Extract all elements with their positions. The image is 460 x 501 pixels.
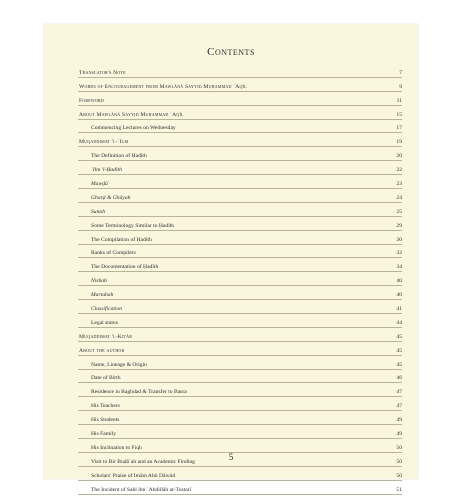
toc-entry-page: 40 [396, 278, 402, 285]
toc-entry-page: 41 [396, 306, 402, 313]
toc-entry [78, 258, 402, 272]
toc-entry-label: Name, Lineage & Origin [91, 361, 147, 368]
toc-entry-page: 45 [396, 347, 402, 354]
toc-entry-label: Legal status [91, 319, 118, 326]
toc-entry-label: Scholars' Praise of Imām Abū Dāwūd [91, 472, 176, 479]
toc-entry [78, 383, 402, 397]
toc-entry-label: His Inclination to Fiqh [91, 444, 142, 451]
toc-entry-label: Mawḍūʿ [91, 181, 110, 188]
toc-entry-label: Date of Birth [91, 375, 121, 382]
toc-entry [78, 272, 402, 286]
page-title: Contents [207, 46, 255, 58]
toc-entry-label: Words of Encouragement from Mawlānā Sayyid Muḥammad ʿAqīl [79, 83, 247, 90]
toc-entry-label: His Family [91, 431, 117, 438]
toc-entry [78, 467, 402, 481]
toc-entry-page: 19 [396, 139, 402, 146]
toc-entry [78, 203, 402, 217]
toc-entry [78, 481, 402, 495]
toc-entry-page: 29 [396, 222, 402, 229]
toc-entry-page: 23 [396, 181, 402, 188]
toc-entry-page: 51 [396, 486, 402, 493]
toc-entry-label: The Incident of Sahl ibn ʿAbdillāh at-Tustarī [91, 486, 192, 493]
toc-entry-label: Classification [91, 306, 123, 313]
toc-entry-page: 17 [396, 125, 402, 132]
toc-entry [78, 92, 402, 106]
toc-entry-page: 11 [396, 97, 402, 104]
toc-entry-page: 47 [396, 403, 402, 410]
toc-entry-page: 24 [396, 194, 402, 201]
toc-entry-page: 9 [399, 83, 402, 90]
toc-entry [78, 106, 402, 120]
toc-entry-label: The Definition of Ḥadīth [91, 153, 147, 160]
toc-entry-page: 45 [396, 361, 402, 368]
toc-entry-label: About Mawlānā Sayyid Muḥammad ʿAqīl [79, 111, 184, 118]
toc-entry-page: 50 [396, 444, 402, 451]
toc-entry-label: The Compilation of Ḥadīth [91, 236, 152, 243]
toc-entry [78, 411, 402, 425]
toc-entry [78, 356, 402, 370]
toc-entry-label: Commencing Lectures on Wednesday [91, 125, 176, 132]
toc-entry-label: Translator's Note [79, 69, 126, 76]
toc-entry-label: Nisbah [91, 278, 107, 285]
toc-entry-label: Martabah [91, 292, 114, 299]
toc-entry [78, 397, 402, 411]
toc-entry-page: 25 [396, 208, 402, 215]
page-number: 5 [228, 452, 234, 462]
toc-entry-label: The Documentation of Ḥadīth [91, 264, 159, 271]
toc-entry-page: 46 [396, 375, 402, 382]
toc-entry [78, 175, 402, 189]
toc-entry-label: Some Terminology Similar to Ḥadīth [91, 222, 175, 229]
table-of-contents [78, 64, 402, 495]
toc-entry [78, 78, 402, 92]
toc-entry-page: 32 [396, 250, 402, 257]
toc-entry-page: 50 [396, 458, 402, 465]
toc-entry [78, 161, 402, 175]
toc-entry [78, 425, 402, 439]
toc-entry-page: 22 [396, 167, 402, 174]
toc-entry [78, 370, 402, 384]
toc-entry-page: 49 [396, 417, 402, 424]
toc-entry [78, 189, 402, 203]
toc-entry-page: 34 [396, 264, 402, 271]
toc-entry-label: Visit to Bir Buḍāʿah and an Academic Finding [91, 458, 195, 465]
toc-entry [78, 64, 402, 78]
toc-entry-page: 20 [396, 153, 402, 160]
toc-entry-label: His Teachers [91, 403, 120, 410]
toc-entry-page: 44 [396, 319, 402, 326]
toc-entry [78, 328, 402, 342]
toc-entry-page: 50 [396, 472, 402, 479]
toc-entry [78, 133, 402, 147]
toc-entry [78, 314, 402, 328]
toc-entry-label: About the author [79, 347, 125, 354]
toc-entry [78, 120, 402, 134]
toc-entry-page: 15 [396, 111, 402, 118]
toc-entry [78, 439, 402, 453]
toc-entry-label: Foreword [79, 97, 104, 104]
toc-entry-label: Muqaddimat 'l-ʿIlm [79, 139, 129, 146]
toc-entry-label: Gharḍ & Ghāyah [91, 194, 131, 201]
toc-entry [78, 217, 402, 231]
toc-entry-label: ʿIlm 'l-Ḥadīth [91, 167, 122, 174]
toc-entry-label: Muqaddimat 'l-Kitāb [79, 333, 133, 340]
toc-entry [78, 231, 402, 245]
toc-entry [78, 342, 402, 356]
toc-entry [78, 147, 402, 161]
toc-entry-page: 30 [396, 236, 402, 243]
toc-entry-page: 49 [396, 431, 402, 438]
toc-entry-label: His Students [91, 417, 120, 424]
toc-entry-page: 47 [396, 389, 402, 396]
toc-entry [78, 300, 402, 314]
toc-entry-page: 7 [399, 69, 402, 76]
toc-entry-page: 40 [396, 292, 402, 299]
toc-entry-label: Residence in Baghdad & Transfer to Basra [91, 389, 187, 396]
toc-entry-label: Ranks of Compilers [91, 250, 136, 257]
toc-entry [78, 245, 402, 259]
book-page [44, 24, 418, 493]
toc-entry [78, 286, 402, 300]
toc-entry-label: Sunah [91, 208, 105, 215]
toc-entry-page: 45 [396, 333, 402, 340]
